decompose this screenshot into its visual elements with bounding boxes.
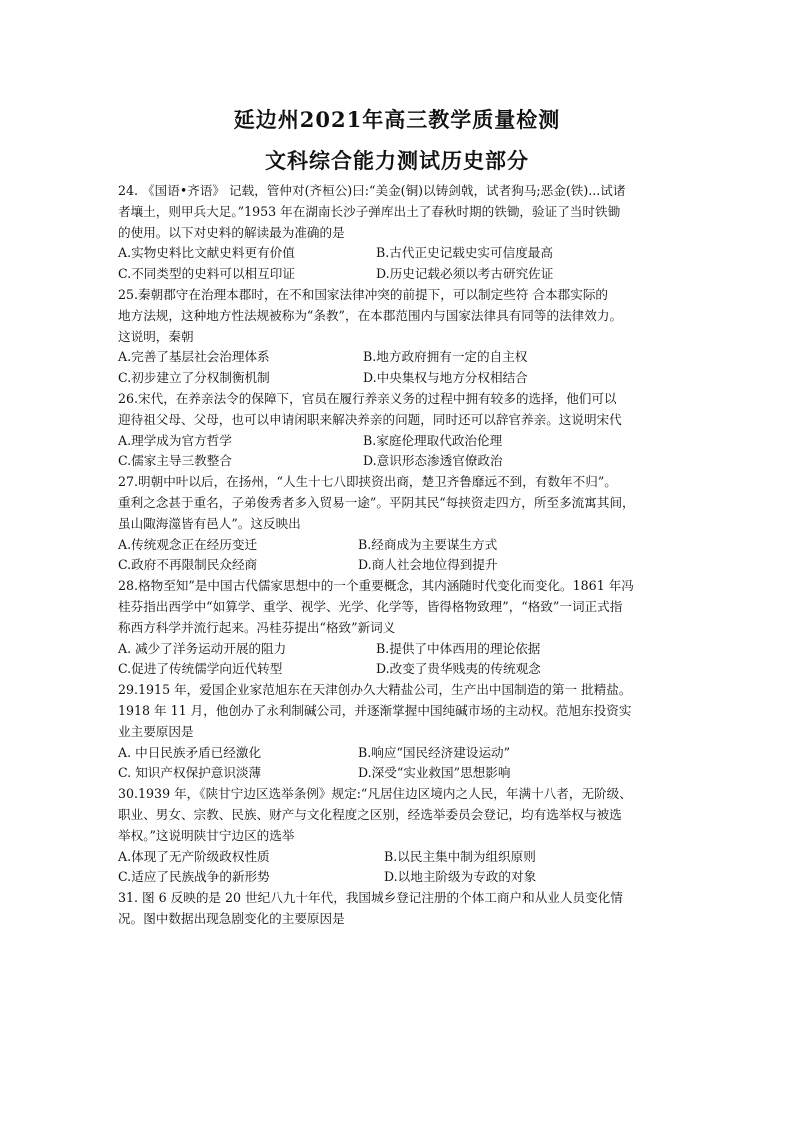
option-a: A. 减少了洋务运动开展的阻力 (118, 640, 287, 656)
question-text: 况。图中数据出现急剧变化的主要原因是 (118, 910, 345, 926)
question-text: 1918 年 11 月，他创办了永利制碱公司，并逐渐掌握中国纯碱市场的主动权。范旭东投资实 (118, 702, 632, 718)
option-a: A.理学成为官方哲学 (118, 432, 232, 448)
option-b: B.提供了中体西用的理论依据 (376, 640, 541, 656)
options-row (118, 743, 688, 764)
options-row (118, 368, 688, 389)
question-25 (118, 285, 688, 389)
question-28 (118, 576, 688, 680)
option-a: A.体现了无产阶级政权性质 (118, 848, 270, 864)
question-text: 者壤土，则甲兵大足。”1953 年在湖南长沙子弹库出土了春秋时期的铁锄，验证了当时铁锄 (118, 203, 621, 219)
question-text: 职业、男女、宗教、民族、财产与文化程度之区别，经选举委员会登记，均有选举权与被选 (118, 806, 622, 822)
exam-subtitle: 文科综合能力测试历史部分 (265, 148, 529, 173)
options-row (118, 659, 688, 680)
question-text: 这说明，秦朝 (118, 328, 194, 344)
option-c: C.适应了民族战争的新形势 (118, 869, 270, 885)
options-row (118, 867, 688, 888)
option-b: B.古代正史记载史实可信度最高 (376, 245, 553, 261)
option-a: A.传统观念正在经历变迁 (118, 536, 258, 552)
exam-title: 延边州2021年高三教学质量检测 (233, 107, 561, 132)
option-c: C.儒家主导三教整合 (118, 453, 232, 469)
option-c: C.初步建立了分权制衡机制 (118, 370, 270, 386)
options-row (118, 639, 688, 660)
option-d: D.以地主阶级为专政的对象 (384, 869, 537, 885)
option-c: C.不同类型的史料可以相互印证 (118, 266, 295, 282)
question-text: 地方法规，这种地方性法规被称为“条教”，在本郡范围内与国家法律具有同等的法律效力。 (118, 307, 623, 323)
option-d: D.深受“实业救国”思想影响 (358, 765, 511, 781)
option-b: B.以民主集中制为组织原则 (384, 848, 536, 864)
options-row (118, 555, 688, 576)
question-text: 迎待祖父母、父母，也可以申请闲职来解决养亲的问题，同时还可以辞官养亲。这说明宋代 (118, 411, 622, 427)
option-b: B.响应“国民经济建设运动” (358, 744, 511, 760)
question-text: 29.1915 年，爱国企业家范旭东在天津创办久大精盐公司，生产出中国制造的第一 批精盐。 (118, 682, 632, 698)
option-c: C. 知识产权保护意识淡薄 (118, 765, 262, 781)
question-text: 业主要原因是 (118, 723, 194, 739)
questions-body (118, 181, 688, 930)
option-b: B.家庭伦理取代政治伦理 (363, 432, 503, 448)
question-text: 31. 图 6 反映的是 20 世纪八九十年代，我国城乡登记注册的个体工商户和从业人员变化情 (118, 890, 623, 906)
options-row (118, 535, 688, 556)
question-text: 的使用。以下对史料的解读最为准确的是 (118, 224, 345, 240)
question-text: 重利之念甚于重名，子弟俊秀者多入贸易一途”。平阴其民“每挟资走四方，所至多流寓其间， (118, 494, 635, 510)
options-row (118, 451, 688, 472)
option-b: B.地方政府拥有一定的自主权 (363, 349, 528, 365)
question-text: 24. 《国语•齐语》 记载，管仲对(齐桓公)曰:“美金(铜)以铸剑戟，试者狗马;恶金(铁)...试诸 (118, 183, 626, 198)
question-text: 25.秦朝郡守在治理本郡时，在不和国家法律冲突的前提下，可以制定些符 合本郡实际的 (118, 286, 609, 302)
question-text: 举权。”这说明陕甘宁边区的选举 (118, 827, 295, 843)
question-27 (118, 472, 688, 576)
option-d: D.改变了贵华贱夷的传统观念 (376, 661, 541, 677)
question-text: 28.格物至知”是中国古代儒家思想中的一个重要概念，其内涵随时代变化而变化。1861 年冯 (118, 578, 634, 594)
option-d: D.历史记载必须以考古研究佐证 (376, 266, 554, 282)
option-b: B.经商成为主要谋生方式 (358, 536, 498, 552)
question-text: 27.明朝中叶以后，在扬州，“人生十七八即挟资出商，楚卫齐鲁靡远不到，有数年不归”。 (118, 474, 617, 490)
options-row (118, 264, 688, 285)
option-a: A.完善了基层社会治理体系 (118, 349, 270, 365)
option-d: D.中央集权与地方分权相结合 (363, 370, 528, 386)
options-row (118, 347, 688, 368)
option-a: A.实物史料比文献史料更有价值 (118, 245, 295, 261)
question-24 (118, 181, 688, 285)
question-text: 称西方科学并流行起来。冯桂芬提出“格致”新词义 (118, 619, 396, 635)
question-text: 虽山陬海澨皆有邑人”。这反映出 (118, 515, 301, 531)
option-a: A. 中日民族矛盾已经激化 (118, 744, 262, 760)
option-c: C.促进了传统儒学向近代转型 (118, 661, 283, 677)
option-d: D.意识形态渗透官僚政治 (363, 453, 503, 469)
option-d: D.商人社会地位得到提升 (358, 557, 498, 573)
question-29 (118, 680, 688, 784)
question-text: 30.1939 年，《陕甘宁边区选举条例》规定:“凡居住边区境内之人民，年满十八者，无阶级、 (118, 786, 632, 802)
question-31 (118, 888, 688, 930)
option-c: C.政府不再限制民众经商 (118, 557, 258, 573)
question-text: 26.宋代，在养亲法令的保障下，官员在履行养亲义务的过程中拥有较多的选择，他们可以 (118, 390, 617, 406)
options-row (118, 763, 688, 784)
question-30 (118, 784, 688, 888)
options-row (118, 431, 688, 452)
options-row (118, 243, 688, 264)
question-text: 桂芬指出西学中“如算学、重学、视学、光学、化学等，皆得格物致理”，“格致”一词正式指 (118, 598, 623, 614)
question-26 (118, 389, 688, 472)
options-row (118, 847, 688, 868)
